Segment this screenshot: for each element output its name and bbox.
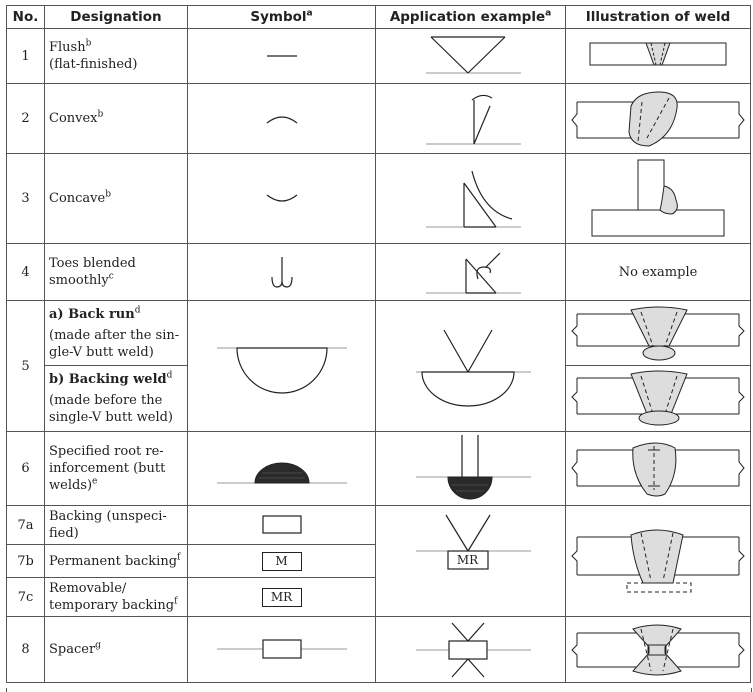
footnote-ref: d [166, 370, 173, 381]
footnote-ref: b [97, 109, 104, 120]
symbol-cell [188, 301, 376, 432]
row-number: 5 [7, 301, 45, 432]
footnote-ref: b [105, 189, 111, 200]
spacer-application-icon [396, 619, 546, 681]
symbol-cell [188, 154, 376, 244]
row-number: 2 [7, 84, 45, 154]
header-application [376, 6, 566, 29]
spacer-weld-illustration-icon [569, 619, 747, 681]
illustration-cell [566, 432, 751, 506]
designation-cell [45, 244, 188, 301]
designation-cell [45, 29, 188, 84]
table-row [7, 154, 751, 244]
row-number: 7b [7, 545, 45, 578]
table-row [7, 432, 751, 506]
header-row [7, 6, 751, 29]
row-number: 3 [7, 154, 45, 244]
toes-blended-application-icon [406, 245, 536, 299]
designation-text: smoothly [49, 273, 109, 288]
designation-cell [45, 578, 188, 617]
table-row [7, 617, 751, 683]
table-row [7, 244, 751, 301]
back-run-symbol-icon [207, 326, 357, 406]
application-cell [376, 301, 566, 432]
row-number: 8 [7, 617, 45, 683]
illustration-cell [566, 617, 751, 683]
illustration-cell [566, 84, 751, 154]
illustration-cell [566, 301, 751, 366]
designation-text: inforcement (butt [49, 461, 166, 476]
row-number: 4 [7, 244, 45, 301]
root-reinforcement-symbol-icon [207, 439, 357, 499]
footnote-ref: f [177, 552, 181, 563]
designation-text: fied) [49, 526, 79, 541]
symbol-cell [188, 506, 376, 545]
designation-text: Toes blended [49, 256, 136, 271]
designation-cell [45, 301, 188, 366]
application-cell [376, 617, 566, 683]
designation-text: Specified root re- [49, 444, 164, 459]
illustration-cell [566, 366, 751, 432]
header-application-label: Application example [389, 9, 546, 25]
no-example-text: No example [618, 264, 698, 280]
designation-text: Permanent backing [49, 553, 178, 569]
designation-text: (flat-finished) [49, 57, 138, 72]
application-cell [376, 244, 566, 301]
application-mr-label: MR [456, 553, 479, 567]
footnote-ref: e [92, 476, 98, 487]
weld-symbol-table [6, 5, 751, 683]
illustration-cell [566, 154, 751, 244]
backing-weld-illustration-icon [569, 511, 747, 611]
header-designation: Designation [45, 6, 188, 29]
spacer-symbol-icon [207, 635, 357, 665]
designation-cell [45, 84, 188, 154]
designation-text: Removable/ [49, 581, 127, 596]
footnote-ref: f [174, 596, 178, 607]
table-row [7, 29, 751, 84]
designation-cell [45, 545, 188, 578]
designation-text: (made before the [49, 393, 163, 408]
header-application-note: a [545, 8, 552, 19]
symbol-cell [188, 578, 376, 617]
permanent-backing-symbol: M [262, 552, 302, 571]
row-number: 7a [7, 506, 45, 545]
symbol-cell [188, 29, 376, 84]
designation-cell [45, 154, 188, 244]
table-row [7, 84, 751, 154]
concave-weld-illustration-icon [588, 158, 728, 240]
row-number: 7c [7, 578, 45, 617]
designation-text: Concave [49, 191, 106, 206]
footnote-ref: d [134, 305, 141, 316]
flush-application-icon [406, 31, 536, 81]
illustration-cell [566, 506, 751, 617]
symbol-cell [188, 84, 376, 154]
back-run-weld-illustration-icon [569, 302, 747, 364]
application-cell [376, 29, 566, 84]
symbol-cell [188, 545, 376, 578]
application-cell [376, 432, 566, 506]
header-symbol [188, 6, 376, 29]
footnote-ref: b [85, 38, 92, 49]
application-cell [376, 154, 566, 244]
back-run-application-icon [396, 306, 546, 426]
header-symbol-label: Symbol [250, 9, 307, 25]
concave-symbol-icon [252, 179, 312, 219]
header-illustration: Illustration of weld [566, 6, 751, 29]
convex-application-icon [406, 88, 536, 150]
concave-application-icon [406, 159, 536, 239]
backing-symbol-icon [252, 513, 312, 537]
flush-symbol-icon [252, 36, 312, 76]
row-number: 6 [7, 432, 45, 506]
designation-text: single-V butt weld) [49, 410, 173, 425]
symbol-cell [188, 432, 376, 506]
application-cell [376, 506, 566, 617]
application-cell [376, 84, 566, 154]
designation-text: Backing (unspeci- [49, 509, 167, 524]
designation-text: (made after the sin- [49, 327, 180, 343]
root-reinforcement-application-icon [396, 433, 546, 505]
removable-backing-symbol: MR [262, 588, 302, 607]
designation-label: b) Backing weld [49, 372, 167, 387]
footnote-ref: c [108, 271, 114, 282]
designation-cell [45, 506, 188, 545]
symbol-cell [188, 617, 376, 683]
designation-text: gle-V butt weld) [49, 344, 154, 360]
designation-label: a) Back run [49, 306, 135, 322]
table-continuation [6, 688, 752, 692]
illustration-cell [566, 29, 751, 84]
designation-text: welds) [49, 478, 93, 493]
toes-blended-symbol-icon [252, 247, 312, 297]
designation-text: Spacer [49, 642, 96, 657]
symbol-cell [188, 244, 376, 301]
convex-symbol-icon [252, 99, 312, 139]
header-symbol-note: a [306, 8, 313, 19]
designation-cell [45, 617, 188, 683]
flush-weld-illustration-icon [588, 36, 728, 76]
backing-weld-illustration-icon [569, 368, 747, 430]
root-reinforcement-weld-illustration-icon [569, 434, 747, 504]
table-row [7, 301, 751, 366]
table-row [7, 506, 751, 545]
footnote-ref: g [95, 640, 101, 651]
row-number: 1 [7, 29, 45, 84]
designation-text: Convex [49, 111, 98, 126]
designation-cell [45, 432, 188, 506]
convex-weld-illustration-icon [569, 86, 747, 152]
designation-text: Flush [49, 40, 86, 55]
designation-cell [45, 366, 188, 432]
header-no: No. [7, 6, 45, 29]
designation-text: temporary backing [49, 598, 175, 613]
illustration-cell [566, 244, 751, 301]
backing-application-figure [396, 511, 546, 611]
